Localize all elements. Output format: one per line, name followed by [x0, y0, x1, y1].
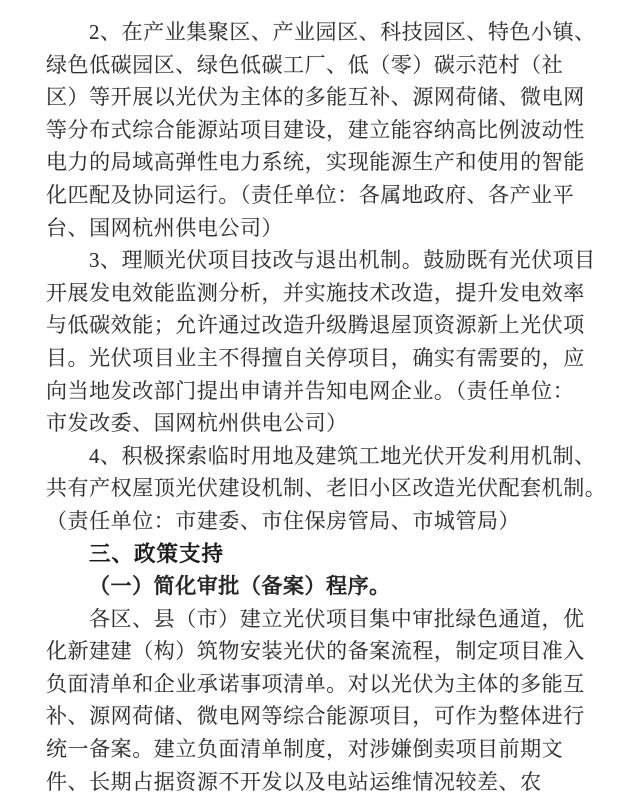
- text-line: 3、理顺光伏项目技改与退出机制。鼓励既有光伏项目: [89, 248, 596, 273]
- paragraph-item-3: [46, 244, 598, 440]
- text-line: 绿色低碳园区、绿色低碳工厂、低（零）碳示范村（社: [46, 52, 564, 77]
- text-line: 向当地发改部门提出申请并告知电网企业。（责任单位：: [46, 378, 575, 403]
- text-line: 各区、县（市）建立光伏项目集中审批绿色通道，优: [89, 606, 585, 631]
- text-line: 化匹配及协同运行。（责任单位：各属地政府、各产业平: [46, 182, 575, 207]
- text-line: 电力的局域高弹性电力系统，实现能源生产和使用的智能: [46, 150, 585, 175]
- text-line: 目。光伏项目业主不得擅自关停项目，确实有需要的，应: [46, 345, 585, 370]
- text-line: 市发改委、国网杭州供电公司）: [46, 411, 348, 436]
- text-line: （一）简化审批（备案）程序。: [89, 574, 391, 599]
- text-line: 开展发电效能监测分析，并实施技术改造，提升发电效率: [46, 280, 585, 305]
- text-line: 化新建建（构）筑物安装光伏的备案流程，制定项目准入: [46, 639, 585, 664]
- text-line: 三、政策支持: [89, 541, 225, 566]
- text-line: 补、源网荷储、微电网等综合能源项目，可作为整体进行: [46, 704, 585, 729]
- text-line: 4、积极探索临时用地及建筑工地光伏开发利用机制、: [89, 443, 596, 468]
- paragraph-item-2: [46, 16, 598, 244]
- text-line: 统一备案。建立负面清单制度，对涉嫌倒卖项目前期文: [46, 737, 564, 762]
- text-line: 共有产权屋顶光伏建设机制、老旧小区改造光伏配套机制。: [46, 476, 607, 501]
- text-line: 负面清单和企业承诺事项清单。对以光伏为主体的多能互: [46, 671, 585, 696]
- text-line: （责任单位：市建委、市住保房管局、市城管局）: [46, 508, 521, 533]
- text-line: 区）等开展以光伏为主体的多能互补、源网荷储、微电网: [46, 85, 585, 110]
- paragraph-item-4: [46, 440, 607, 538]
- text-line: 台、国网杭州供电公司）: [46, 215, 284, 240]
- text-line: 件、长期占据资源不开发以及电站运维情况较差、农: [46, 769, 542, 794]
- paragraph-para-approval-channel: [46, 603, 598, 799]
- text-line: 2、在产业集聚区、产业园区、科技园区、特色小镇、: [89, 20, 596, 44]
- paragraph-section-3-1-heading: [46, 570, 598, 603]
- text-line: 与低碳效能；允许通过改造升级腾退屋顶资源新上光伏项: [46, 313, 585, 338]
- text-line: 等分布式综合能源站项目建设，建立能容纳高比例波动性: [46, 117, 585, 142]
- paragraph-section-3-heading: [46, 538, 598, 571]
